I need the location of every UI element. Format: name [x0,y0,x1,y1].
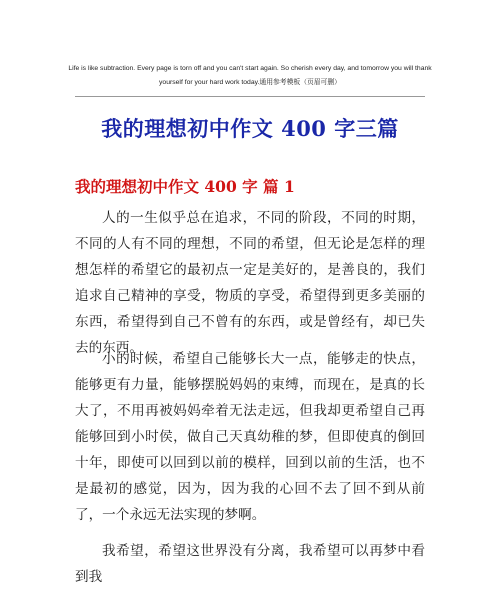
header-divider [75,96,425,97]
paragraph-1: 人的一生似乎总在追求，不同的阶段，不同的时期，不同的人有不同的理想，不同的希望，但无论是怎样的理想怎样的希望它的最初点一定是美好的，是善良的，我们追求自己精神的享受，物质的享受，希望得到更多美丽的东西，希望得到自己不曾有的东西，或是曾经有，却已失去的东西。 [75,210,425,356]
page-header [60,62,440,90]
header-editable-note: （页眉可删） [300,79,341,86]
paragraph-3: 我希望，希望这世界没有分离，我希望可以再梦中看到我 [75,543,425,585]
section-title: 我的理想初中作文 400 字 篇 1 [75,177,295,196]
paragraph-2: 小的时候，希望自己能够长大一点，能够走的快点，能够更有力量，能够摆脱妈妈的束缚，而现在，是真的长大了，不用再被妈妈牵着无法走远，但我却更希望自己再能够回到小时侯，做自己天真幼稚的梦，但即使真的倒回十年，即使可以回到以前的模样，回到以前的生活，也不是最初的感觉，因为，因为我的心回不去了回不到从前了，一个永远无法实现的梦啊。 [75,351,425,523]
document-title: 我的理想初中作文 400 字三篇 [101,116,399,141]
header-quote: Life is like subtraction. Every page is torn off and you can't start again. So cherish every day, and tomorrow you will thank yourself for your hard work today. [68,65,432,86]
header-template-note: 通用参考模板 [259,79,301,86]
